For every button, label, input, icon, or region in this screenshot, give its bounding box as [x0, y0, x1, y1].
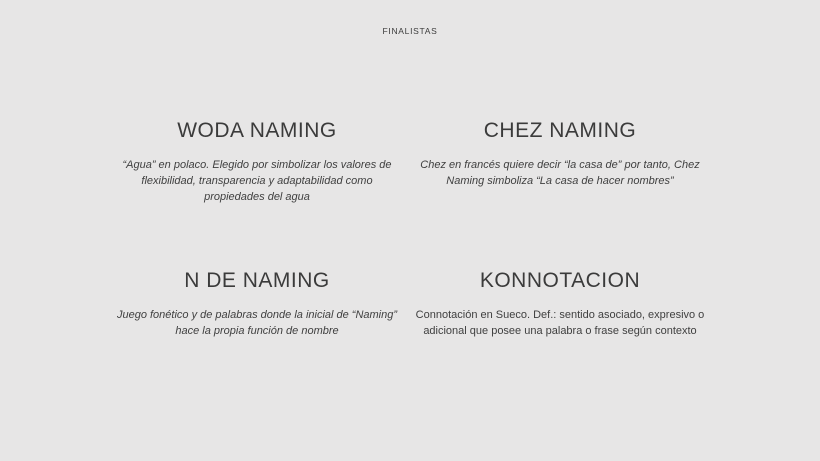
- finalist-name: CHEZ NAMING: [483, 119, 637, 142]
- finalist-description: Connotación en Sueco. Def.: sentido asociado, expresivo o adicional que posee una palabra o frase según contexto: [415, 309, 705, 337]
- finalist-card-chez: [410, 118, 710, 268]
- finalist-card-n-de: [107, 268, 407, 418]
- finalist-name: N DE NAMING: [184, 269, 330, 292]
- finalist-name: KONNOTACION: [479, 269, 641, 292]
- finalist-name: WODA NAMING: [177, 119, 337, 142]
- finalists-grid: [107, 118, 710, 418]
- finalist-card-woda: [107, 118, 407, 268]
- finalist-description: “Agua” en polaco. Elegido por simbolizar los valores de flexibilidad, transparencia y adaptabilidad como propiedades del agua: [122, 159, 392, 203]
- finalist-description: Chez en francés quiere decir “la casa de” por tanto, Chez Naming simboliza “La casa de hacer nombres”: [420, 159, 700, 187]
- slide-title: FINALISTAS: [382, 26, 438, 36]
- finalist-card-konnotacion: [410, 268, 710, 418]
- finalist-description: Juego fonético y de palabras donde la inicial de “Naming” hace la propia función de nombre: [116, 309, 398, 337]
